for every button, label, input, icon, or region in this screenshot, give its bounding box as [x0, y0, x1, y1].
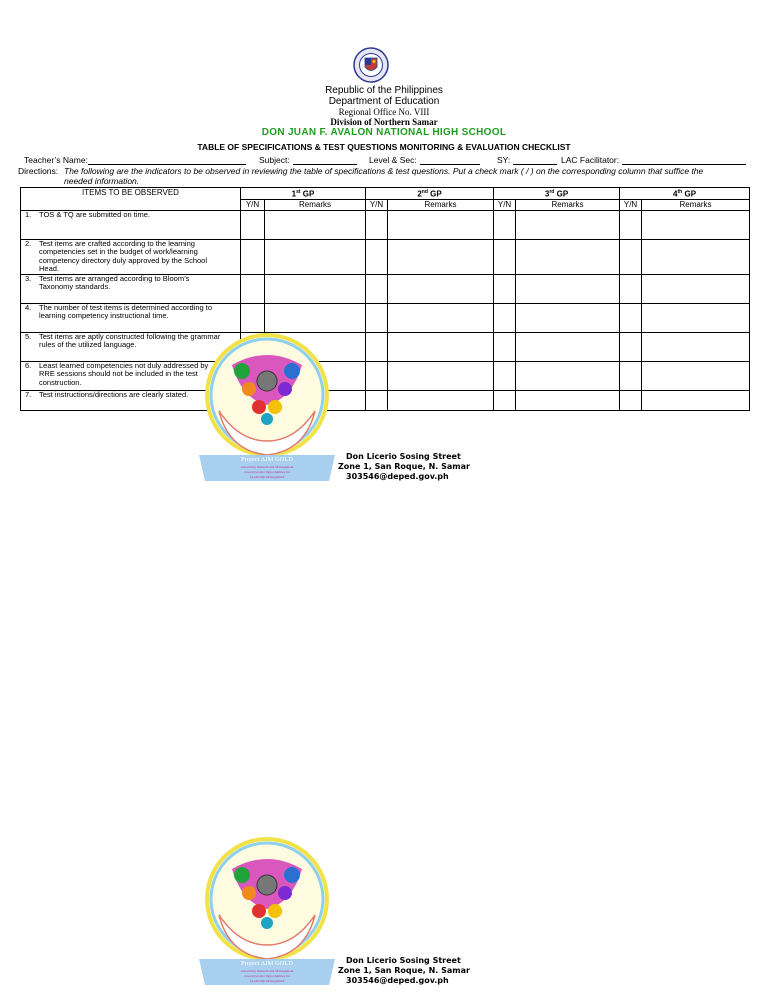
item-cell: [21, 239, 241, 274]
checklist-row: [21, 274, 750, 303]
yn-header: Y/N: [494, 199, 516, 210]
remarks-cell[interactable]: [265, 274, 366, 303]
yn-cell[interactable]: [620, 390, 642, 410]
item-number: 7.: [25, 389, 32, 399]
lac-line[interactable]: [622, 155, 746, 165]
remarks-cell[interactable]: [642, 332, 750, 361]
level-label: Level & Sec:: [369, 155, 417, 165]
directions-label: Directions:: [18, 166, 59, 176]
item-cell: [21, 210, 241, 239]
yn-cell[interactable]: [620, 332, 642, 361]
yn-cell[interactable]: [494, 361, 516, 390]
logo-line2: toward Greater Opportunities for: [243, 974, 291, 978]
item-number: 6.: [25, 360, 32, 370]
remarks-cell[interactable]: [388, 274, 494, 303]
remarks-cell[interactable]: [388, 210, 494, 239]
directions-text: The following are the indicators to be observed in reviewing the table of specifications & test questions. Put a check mark ( / ) on the corresponding column that suffice the needed information.: [64, 166, 704, 186]
remarks-cell[interactable]: [265, 303, 366, 332]
yn-cell[interactable]: [366, 332, 388, 361]
checklist-row: [21, 210, 750, 239]
yn-cell[interactable]: [241, 239, 265, 274]
item-text: TOS & TQ are submitted on time.: [39, 209, 151, 219]
yn-header: Y/N: [620, 199, 642, 210]
yn-cell[interactable]: [620, 361, 642, 390]
remarks-cell[interactable]: [388, 303, 494, 332]
remarks-cell[interactable]: [516, 239, 620, 274]
item-number: 3.: [25, 273, 32, 283]
department-line: Department of Education: [328, 96, 440, 107]
item-text: Test instructions/directions are clearly stated.: [39, 389, 189, 399]
address-email: 303546@deped.gov.ph: [346, 976, 449, 985]
remarks-cell[interactable]: [516, 390, 620, 410]
item-number: 2.: [25, 238, 32, 248]
yn-cell[interactable]: [620, 210, 642, 239]
remarks-cell[interactable]: [388, 390, 494, 410]
remarks-cell[interactable]: [516, 210, 620, 239]
yn-cell[interactable]: [366, 390, 388, 410]
yn-cell[interactable]: [241, 210, 265, 239]
remarks-cell[interactable]: [516, 274, 620, 303]
remarks-cell[interactable]: [516, 303, 620, 332]
logo-title: Project AIM GOLD: [241, 456, 293, 463]
yn-cell[interactable]: [366, 361, 388, 390]
remarks-cell[interactable]: [516, 332, 620, 361]
item-text: Test items are arranged according to Bloom’s Taxonomy standards.: [39, 273, 190, 292]
checklist-row: [21, 239, 750, 274]
checklist-row: [21, 361, 750, 390]
logo-line1: Advancing Instructional Management: [240, 465, 294, 469]
yn-header: Y/N: [366, 199, 388, 210]
remarks-header: Remarks: [642, 199, 750, 210]
item-number: 4.: [25, 302, 32, 312]
division-line: Division of Northern Samar: [330, 117, 438, 127]
logo-line3: Leadership Management: [249, 475, 285, 479]
republic-line: Republic of the Philippines: [325, 85, 443, 96]
checklist-title: TABLE OF SPECIFICATIONS & TEST QUESTIONS MONITORING & EVALUATION CHECKLIST: [197, 142, 571, 152]
remarks-cell[interactable]: [642, 210, 750, 239]
gp-header-1: 1st GP: [241, 188, 366, 200]
items-header: ITEMS TO BE OBSERVED: [21, 188, 241, 211]
yn-cell[interactable]: [241, 303, 265, 332]
yn-cell[interactable]: [494, 210, 516, 239]
gp-header-3: 3rd GP: [494, 188, 620, 200]
item-cell: [21, 303, 241, 332]
item-text: The number of test items is determined according to learning competency instructional time.: [39, 302, 212, 321]
subject-line[interactable]: [293, 155, 357, 165]
checklist-table: [20, 187, 750, 411]
teacher-label: Teacher’s Name:: [24, 155, 88, 165]
project-aim-gold-logo: [197, 331, 337, 491]
yn-cell[interactable]: [494, 332, 516, 361]
school-name: DON JUAN F. AVALON NATIONAL HIGH SCHOOL: [261, 127, 507, 138]
remarks-cell[interactable]: [388, 361, 494, 390]
teacher-line[interactable]: [88, 155, 246, 165]
logo-title: Project AIM GOLD: [241, 960, 293, 967]
address-block: [338, 452, 470, 482]
subject-label: Subject:: [259, 155, 290, 165]
address-street: Don Licerio Sosing Street: [346, 956, 461, 965]
logo-line3: Leadership Management: [249, 979, 285, 983]
regional-office-line: Regional Office No. VIII: [338, 107, 430, 117]
item-number: 1.: [25, 209, 32, 219]
remarks-header: Remarks: [516, 199, 620, 210]
gp-header-2: 2nd GP: [366, 188, 494, 200]
remarks-cell[interactable]: [642, 239, 750, 274]
remarks-cell[interactable]: [265, 239, 366, 274]
sy-line[interactable]: [513, 155, 557, 165]
item-text: Test items are aptly constructed following the grammar rules of the utilized language.: [39, 331, 221, 350]
yn-cell[interactable]: [366, 303, 388, 332]
remarks-cell[interactable]: [642, 303, 750, 332]
address-zone: Zone 1, San Roque, N. Samar: [338, 462, 470, 471]
sy-label: SY:: [497, 155, 511, 165]
yn-cell[interactable]: [366, 239, 388, 274]
remarks-header: Remarks: [388, 199, 494, 210]
checklist-row: [21, 390, 750, 410]
remarks-cell[interactable]: [388, 332, 494, 361]
checklist-row: [21, 332, 750, 361]
yn-cell[interactable]: [620, 303, 642, 332]
remarks-cell[interactable]: [642, 274, 750, 303]
yn-cell[interactable]: [620, 274, 642, 303]
remarks-cell[interactable]: [516, 361, 620, 390]
checklist-row: [21, 303, 750, 332]
address-zone: Zone 1, San Roque, N. Samar: [338, 966, 470, 975]
address-email: 303546@deped.gov.ph: [346, 472, 449, 481]
address-street: Don Licerio Sosing Street: [346, 452, 461, 461]
item-text: Test items are crafted according to the learning competencies set in the budget of work/learning competency directory duly approved by the School Head.: [39, 238, 208, 274]
level-line[interactable]: [420, 155, 480, 165]
remarks-cell[interactable]: [265, 210, 366, 239]
yn-cell[interactable]: [241, 274, 265, 303]
yn-cell[interactable]: [620, 239, 642, 274]
lac-label: LAC Facilitator:: [561, 155, 620, 165]
yn-cell[interactable]: [494, 239, 516, 274]
project-aim-gold-logo: [197, 835, 337, 995]
logo-line2: toward Greater Opportunities for: [243, 470, 291, 474]
remarks-cell[interactable]: [642, 361, 750, 390]
item-text: Least learned competencies not duly addressed by RRE sessions should not be included in the test construction.: [39, 360, 209, 387]
item-number: 5.: [25, 331, 32, 341]
deped-seal-icon: [353, 47, 389, 83]
remarks-cell[interactable]: [388, 239, 494, 274]
address-block: [338, 956, 470, 986]
yn-header: Y/N: [241, 199, 265, 210]
remarks-header: Remarks: [265, 199, 366, 210]
item-cell: [21, 274, 241, 303]
yn-cell[interactable]: [494, 274, 516, 303]
yn-cell[interactable]: [366, 210, 388, 239]
remarks-cell[interactable]: [642, 390, 750, 410]
yn-cell[interactable]: [366, 274, 388, 303]
logo-line1: Advancing Instructional Management: [240, 969, 294, 973]
gp-header-4: 4th GP: [620, 188, 750, 200]
yn-cell[interactable]: [494, 303, 516, 332]
yn-cell[interactable]: [494, 390, 516, 410]
